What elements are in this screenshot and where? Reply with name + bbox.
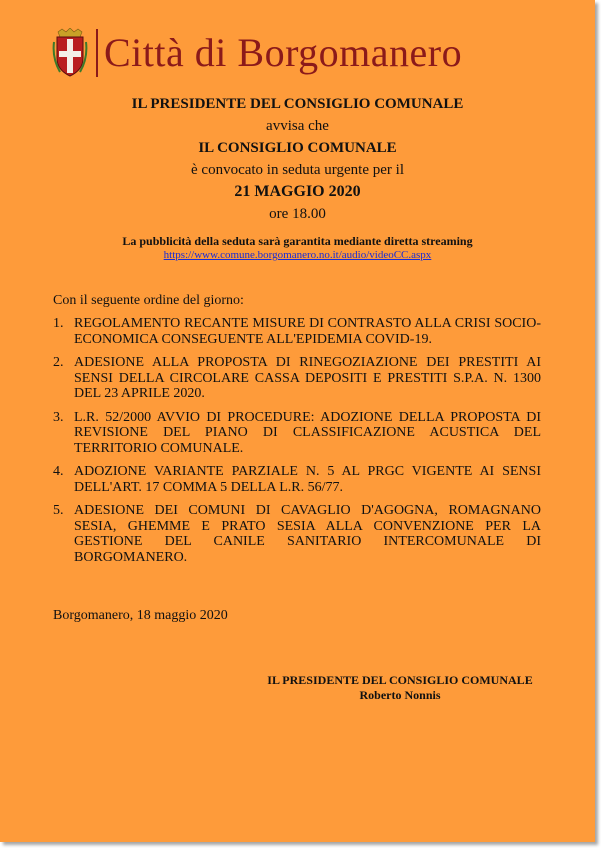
signature-name: Roberto Nonnis (359, 688, 441, 702)
agenda-item-number: 1. (53, 316, 64, 331)
place-and-date: Borgomanero, 18 maggio 2020 (53, 608, 228, 623)
agenda-intro: Con il seguente ordine del giorno: (53, 293, 244, 308)
agenda-item-text: ADESIONE DEI COMUNI DI CAVAGLIO D'AGOGNA, ROMAGNANO SESIA, GHEMME E PRATO SESIA ALLA CONVENZIONE PER LA GESTIONE DEL CANILE SANITARIO INTERCOMUNALE DI BORGOMANERO. (74, 503, 541, 565)
agenda-item (53, 464, 541, 495)
president-heading: IL PRESIDENTE DEL CONSIGLIO COMUNALE (131, 96, 464, 112)
streaming-link[interactable]: https://www.comune.borgomanero.no.it/audio/videoCC.aspx (163, 249, 432, 261)
agenda-item-number: 2. (53, 355, 64, 370)
meeting-time: ore 18.00 (269, 206, 326, 222)
streaming-note: La pubblicità della seduta sarà garantita mediante diretta streaming (122, 234, 473, 248)
agenda-item (53, 410, 541, 457)
signature-title: IL PRESIDENTE DEL CONSIGLIO COMUNALE (267, 673, 533, 687)
council-heading: IL CONSIGLIO COMUNALE (198, 140, 397, 156)
announces-text: avvisa che (266, 118, 329, 134)
agenda-item-number: 3. (53, 409, 64, 425)
agenda-item-number: 4. (53, 464, 64, 479)
meeting-date: 21 MAGGIO 2020 (234, 183, 361, 200)
agenda-item-text: ADESIONE ALLA PROPOSTA DI RINEGOZIAZIONE DEI PRESTITI AI SENSI DELLA CIRCOLARE CASSA DEPOSITI E PRESTITI S.P.A. N. 1300 DEL 23 APRILE 2020. (74, 355, 541, 401)
agenda-item (53, 316, 541, 347)
municipality-header (52, 22, 462, 84)
convened-text: è convocato in seduta urgente per il (191, 162, 404, 178)
agenda-item (53, 355, 541, 402)
agenda-item-number: 5. (53, 503, 64, 518)
convocation-notice (0, 93, 595, 262)
agenda-list (53, 316, 541, 573)
coat-of-arms-icon (52, 28, 88, 78)
agenda-item-text: REGOLAMENTO RECANTE MISURE DI CONTRASTO ALLA CRISI SOCIO-ECONOMICA CONSEGUENTE ALL'EPIDEMIA COVID-19. (74, 316, 541, 347)
city-title: Città di Borgomanero (104, 30, 463, 75)
agenda-item (53, 503, 541, 565)
signature-block (230, 673, 570, 703)
header-divider (96, 29, 98, 77)
agenda-item-text: ADOZIONE VARIANTE PARZIALE N. 5 AL PRGC VIGENTE AI SENSI DELL'ART. 17 COMMA 5 DELLA L.R. 56/77. (74, 464, 541, 495)
agenda-item-text: L.R. 52/2000 AVVIO DI PROCEDURE: ADOZIONE DELLA PROPOSTA DI REVISIONE DEL PIANO DI CLASSIFICAZIONE ACUSTICA DEL TERRITORIO COMUNALE. (74, 409, 541, 456)
